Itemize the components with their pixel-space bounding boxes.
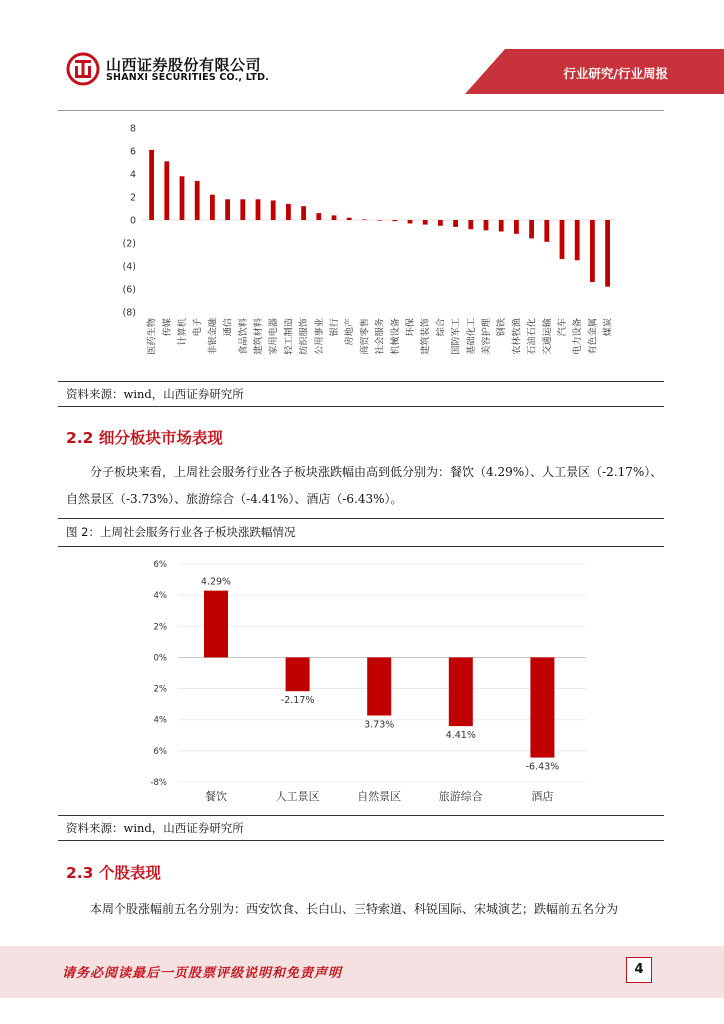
bar-美容护理 (484, 220, 489, 230)
divider (58, 406, 664, 407)
section-2-2-text: 分子板块来看，上周社会服务行业各子板块涨跌幅由高到低分别为：餐饮（4.29%）、人工景区（-2.17%）、自然景区（-3.73%）、旅游综合（-4.41%）、酒店（-6.43%）。 (66, 465, 663, 506)
x-tick-label: 酒店 (531, 790, 554, 803)
bar-钢铁 (499, 220, 504, 232)
bar-房地产 (347, 218, 352, 220)
bar-商贸零售 (362, 219, 367, 220)
x-tick-label: 轻工制造 (283, 318, 295, 355)
bar-传媒 (164, 161, 169, 220)
x-tick-label: 公用事业 (313, 318, 325, 355)
x-tick-label: 餐饮 (205, 790, 227, 803)
x-tick-label: 美容护理 (481, 318, 492, 355)
bar-食品饮料 (240, 199, 245, 220)
company-name-en: SHANXI SECURITIES CO., LTD. (106, 72, 270, 83)
report-type-label: 行业研究/行业周报 (563, 66, 668, 81)
bar-机械设备 (392, 220, 397, 221)
x-tick-label: 有色金属 (587, 318, 599, 355)
bar-石油石化 (529, 220, 534, 238)
y-tick-label: (8) (122, 307, 136, 319)
y-tick-label: 2% (153, 684, 167, 695)
y-tick-label: -8% (150, 778, 167, 788)
x-tick-label: 基础化工 (465, 318, 477, 355)
y-tick-label: 2% (153, 622, 167, 633)
x-tick-label: 农林牧渔 (511, 318, 523, 355)
divider (58, 815, 664, 816)
bar-通信 (225, 199, 230, 220)
x-tick-label: 石油石化 (526, 317, 538, 355)
x-tick-label: 家用电器 (268, 318, 280, 355)
x-tick-label: 汽车 (557, 318, 568, 337)
page-number: 4 (626, 957, 652, 983)
page-header (0, 0, 724, 112)
bar-非银金融 (210, 195, 215, 220)
section-title-2-2: 2.2 细分板块市场表现 (66, 429, 223, 447)
x-tick-label: 建筑装饰 (420, 318, 432, 355)
bar-旅游综合 (449, 657, 473, 726)
bar-餐饮 (204, 591, 228, 658)
section-title-2-3: 2.3 个股表现 (66, 864, 161, 882)
x-tick-label: 机械设备 (389, 318, 401, 355)
x-tick-label: 计算机 (177, 318, 188, 346)
y-tick-label: 0% (153, 653, 167, 664)
bar-综合 (438, 220, 443, 226)
x-tick-label: 电子 (192, 318, 204, 337)
x-tick-label: 医药生物 (146, 318, 158, 355)
data-label: 4.29% (200, 576, 232, 588)
bar-电子 (195, 181, 200, 220)
x-tick-label: 人工景区 (275, 790, 320, 803)
bar-国防军工 (453, 220, 458, 227)
bar-电力设备 (575, 220, 580, 260)
data-label: -6.43% (525, 761, 560, 773)
bar-建筑装饰 (423, 220, 428, 225)
x-tick-label: 建筑材料 (253, 318, 264, 355)
divider (58, 546, 664, 547)
x-tick-label: 综合 (435, 318, 447, 337)
x-tick-label: 国防军工 (450, 318, 462, 355)
bar-煤炭 (605, 220, 610, 287)
bar-环保 (408, 220, 413, 223)
x-tick-label: 社会服务 (374, 318, 386, 355)
y-tick-label: 0 (129, 215, 136, 227)
x-tick-label: 纺织服饰 (298, 318, 310, 355)
x-tick-label: 房地产 (344, 318, 356, 346)
x-tick-label: 电力设备 (572, 318, 584, 355)
bar-轻工制造 (286, 204, 291, 220)
y-tick-label: 6% (153, 746, 167, 757)
x-tick-label: 钢铁 (496, 318, 508, 337)
data-label: -2.17% (280, 695, 315, 707)
bar-家用电器 (271, 200, 276, 220)
x-tick-label: 食品饮料 (237, 318, 249, 355)
y-tick-label: (2) (122, 238, 136, 250)
bar-银行 (332, 215, 337, 220)
section-2-3-text: 本周个股涨幅前五名分别为：西安饮食、长白山、三特索道、科锐国际、宋城演艺；跌幅前五名分为 (90, 902, 619, 916)
y-tick-label: 6% (153, 560, 167, 570)
chart1-source: 资料来源：wind，山西证券研究所 (66, 387, 244, 401)
divider (58, 840, 664, 841)
figure-caption: 图 2：上周社会服务行业各子板块涨跌幅情况 (66, 525, 296, 539)
bar-汽车 (560, 220, 565, 259)
x-tick-label: 通信 (222, 318, 234, 337)
x-tick-label: 非银金融 (207, 318, 219, 355)
x-tick-label: 环保 (405, 318, 416, 337)
bar-社会服务 (377, 220, 382, 221)
bar-有色金属 (590, 220, 595, 282)
data-label: 3.73% (364, 719, 395, 731)
bar-农林牧渔 (514, 220, 519, 234)
subsector-performance-chart (140, 552, 600, 812)
bar-医药生物 (149, 150, 154, 220)
bar-公用事业 (316, 213, 321, 220)
section-2-3-paragraph (66, 896, 666, 923)
divider (58, 381, 664, 382)
bar-酒店 (530, 657, 554, 757)
x-tick-label: 商贸零售 (359, 318, 371, 355)
y-tick-label: 2 (129, 192, 136, 204)
header-rule (58, 110, 664, 111)
y-tick-label: (6) (122, 284, 136, 296)
company-logo-icon (66, 52, 100, 86)
section-2-2-paragraph (66, 459, 666, 513)
data-label: 4.41% (445, 730, 476, 742)
x-tick-label: 银行 (329, 318, 340, 337)
footer-disclaimer: 请务必阅读最后一页股票评级说明和免责声明 (62, 966, 343, 981)
x-tick-label: 煤炭 (602, 318, 614, 337)
divider (58, 518, 664, 519)
bar-人工景区 (286, 657, 310, 691)
x-tick-label: 传媒 (161, 318, 173, 337)
bar-交通运输 (544, 220, 549, 242)
bar-纺织服饰 (301, 206, 306, 220)
bar-计算机 (180, 176, 185, 220)
bar-自然景区 (367, 657, 391, 715)
x-tick-label: 旅游综合 (438, 790, 483, 803)
chart2-source: 资料来源：wind，山西证券研究所 (66, 821, 244, 835)
company-name-cn: 山西证券股份有限公司 (106, 56, 262, 74)
bar-基础化工 (468, 220, 473, 229)
bar-建筑材料 (256, 199, 261, 220)
y-tick-label: 4% (153, 591, 167, 602)
y-tick-label: 6 (129, 146, 136, 158)
y-tick-label: 8 (129, 123, 136, 135)
y-tick-label: (4) (122, 261, 136, 273)
y-tick-label: 4% (153, 715, 167, 726)
industry-performance-chart (58, 112, 664, 380)
y-tick-label: 4 (129, 169, 136, 181)
x-tick-label: 自然景区 (357, 790, 402, 803)
x-tick-label: 交通运输 (541, 318, 553, 355)
